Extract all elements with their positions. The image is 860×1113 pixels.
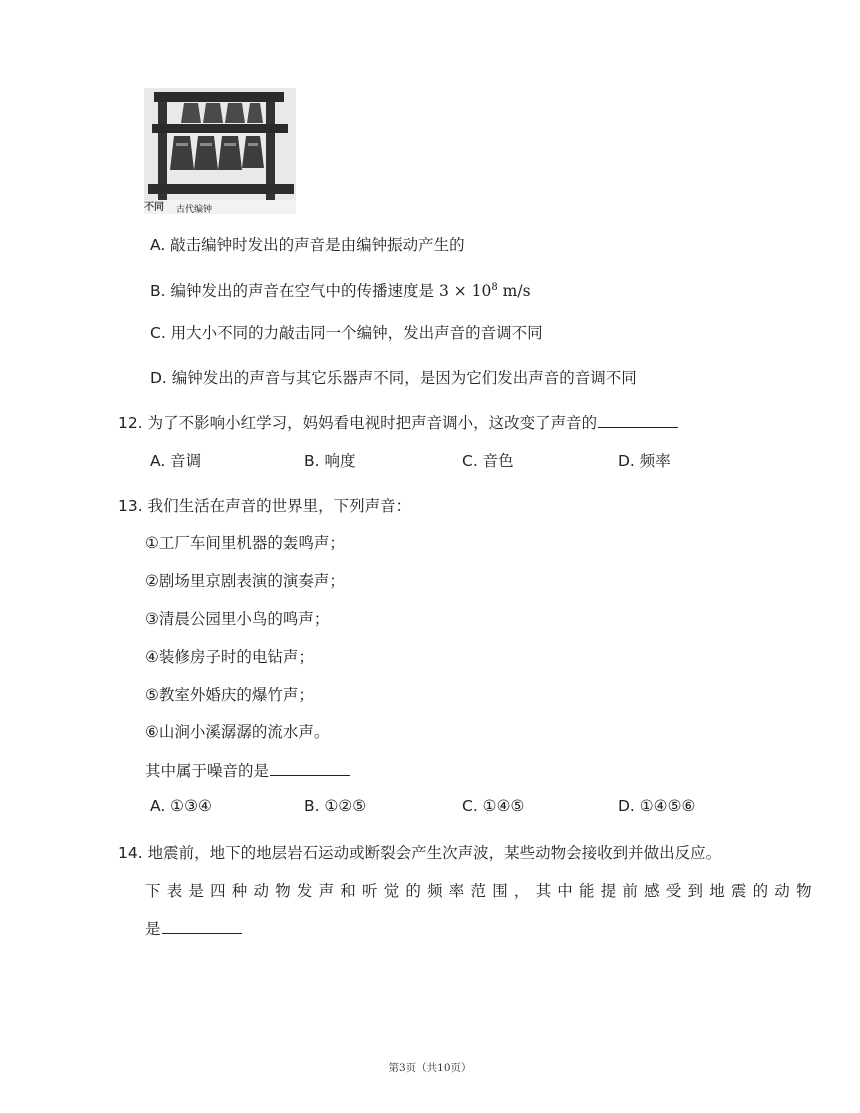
q12-stem [118, 411, 678, 433]
q11-option-b-text: B. 编钟发出的声音在空气中的传播速度是 [150, 282, 434, 300]
q13-question [145, 759, 350, 781]
q13-item-3: ③清晨公园里小鸟的鸣声； [145, 610, 330, 628]
q12-stem-text: 12. 为了不影响小红学习，妈妈看电视时把声音调小，这改变了声音的 [118, 414, 598, 432]
bianzhong-figure [144, 88, 296, 214]
q11-option-b [150, 279, 531, 301]
q13-option-a: A. ①③④ [150, 797, 212, 815]
q11-option-b-math: $3 \times 10^8$ m/s [438, 281, 531, 300]
q12-option-c: C. 音色 [462, 452, 514, 470]
q12-option-b: B. 响度 [304, 452, 356, 470]
q13-option-c: C. ①④⑤ [462, 797, 525, 815]
q14-answer-blank [162, 932, 242, 934]
bianzhong-image [144, 88, 296, 214]
figure-corner-text: 不同 [144, 202, 164, 213]
figure-caption: 古代编钟 [176, 205, 213, 215]
q14-line-2: 下表是四种动物发声和听觉的频率范围，其中能提前感受到地震的动物 [145, 882, 818, 900]
q13-option-d: D. ①④⑤⑥ [618, 797, 696, 815]
q13-stem: 13. 我们生活在声音的世界里，下列声音： [118, 497, 412, 515]
q13-item-6: ⑥山涧小溪潺潺的流水声。 [145, 723, 330, 741]
page-footer: 第3页（共10页） [388, 1062, 472, 1074]
q12-option-a: A. 音调 [150, 452, 202, 470]
q11-option-a: A. 敲击编钟时发出的声音是由编钟振动产生的 [150, 236, 465, 254]
q11-option-d: D. 编钟发出的声音与其它乐器声不同，是因为它们发出声音的音调不同 [150, 369, 637, 387]
q13-question-text: 其中属于噪音的是 [145, 762, 270, 780]
q13-option-b: B. ①②⑤ [304, 797, 367, 815]
q13-item-2: ②剧场里京剧表演的演奏声； [145, 572, 345, 590]
q14-line-3 [145, 917, 242, 939]
q12-answer-blank [598, 426, 678, 428]
q13-item-4: ④装修房子时的电钻声； [145, 648, 314, 666]
q13-item-1: ①工厂车间里机器的轰鸣声； [145, 534, 345, 552]
q14-line-1: 14. 地震前，地下的地层岩石运动或断裂会产生次声波，某些动物会接收到并做出反应。 [118, 844, 722, 862]
q12-option-d: D. 频率 [618, 452, 671, 470]
q13-answer-blank [270, 774, 350, 776]
q13-item-5: ⑤教室外婚庆的爆竹声； [145, 686, 314, 704]
q14-line-3-text: 是 [145, 920, 161, 938]
q11-option-c: C. 用大小不同的力敲击同一个编钟，发出声音的音调不同 [150, 324, 543, 342]
